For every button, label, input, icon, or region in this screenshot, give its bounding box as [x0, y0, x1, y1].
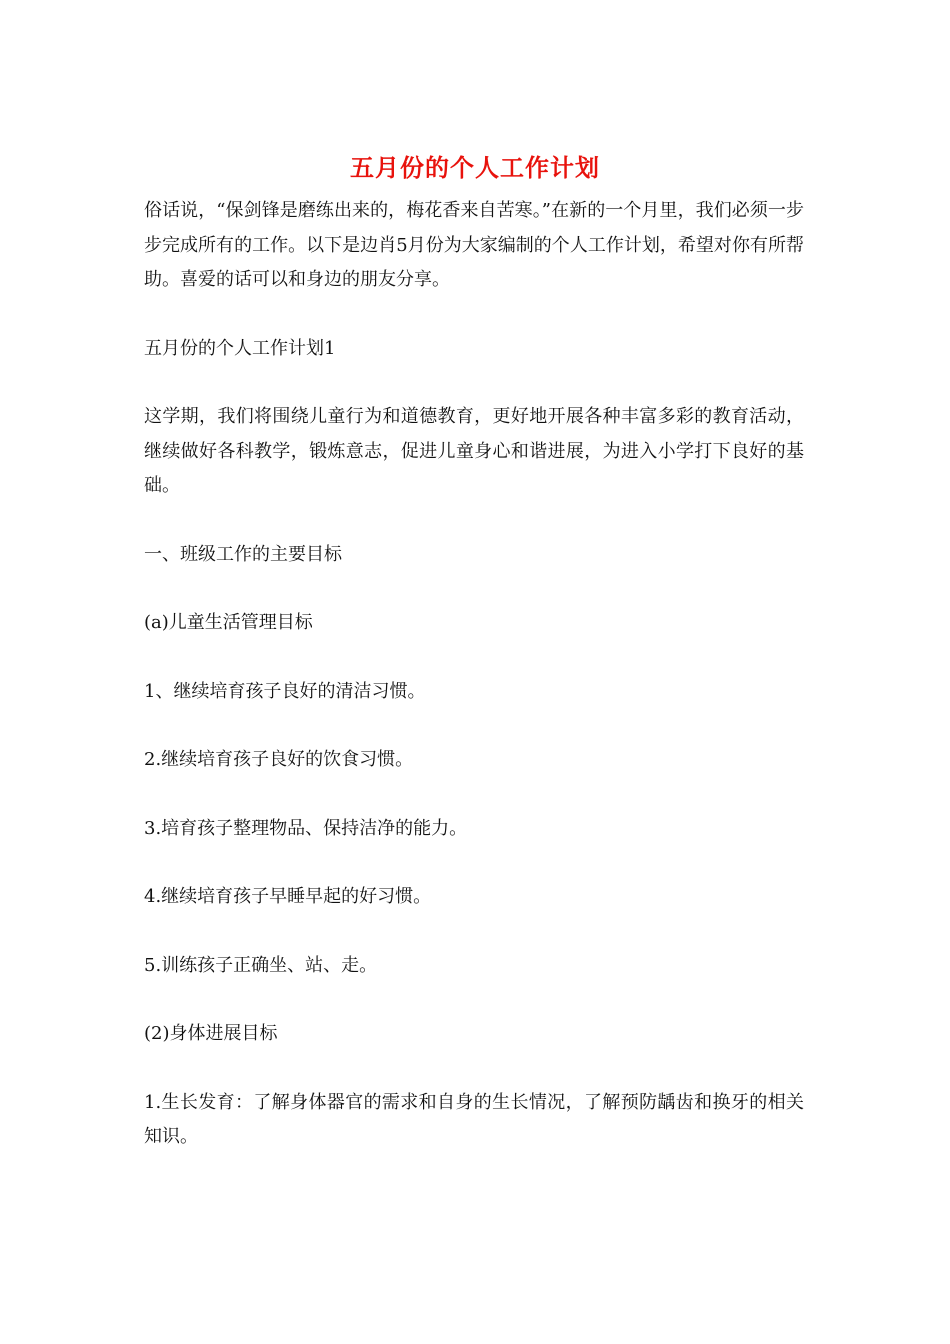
list-item: 1、继续培育孩子良好的清洁习惯。	[144, 680, 426, 702]
document-body	[144, 194, 804, 1155]
list-item: 4.继续培育孩子早睡早起的好习惯。	[144, 886, 432, 907]
list-item: 1.生长发育：了解身体器官的需求和自身的生长情况，了解预防龋齿和换牙的相关知识。	[144, 1091, 804, 1147]
document-title: 五月份的个人工作计划	[350, 153, 600, 182]
subsection-heading-life-management: (a)儿童生活管理目标	[144, 612, 313, 633]
overview-paragraph: 这学期，我们将围绕儿童行为和道德教育，更好地开展各种丰富多彩的教育活动，继续做好各科教学，锻炼意志，促进儿童身心和谐进展，为进入小学打下良好的基础。	[144, 406, 804, 496]
subsection-heading-physical-development: (2)身体进展目标	[144, 1023, 278, 1044]
section-heading-goals: 一、班级工作的主要目标	[144, 543, 342, 565]
list-item: 2.继续培育孩子良好的饮食习惯。	[144, 749, 414, 770]
plan-heading: 五月份的个人工作计划1	[144, 337, 336, 359]
list-item: 3.培育孩子整理物品、保持洁净的能力。	[144, 817, 468, 839]
intro-paragraph: 俗话说，“保剑锋是磨练出来的，梅花香来自苦寒。”在新的一个月里，我们必须一步步完成所有的工作。以下是边肖5月份为大家编制的个人工作计划，希望对你有所帮助。喜爱的话可以和身边的朋友分享。	[144, 200, 804, 290]
list-item: 5.训练孩子正确坐、站、走。	[144, 954, 378, 976]
